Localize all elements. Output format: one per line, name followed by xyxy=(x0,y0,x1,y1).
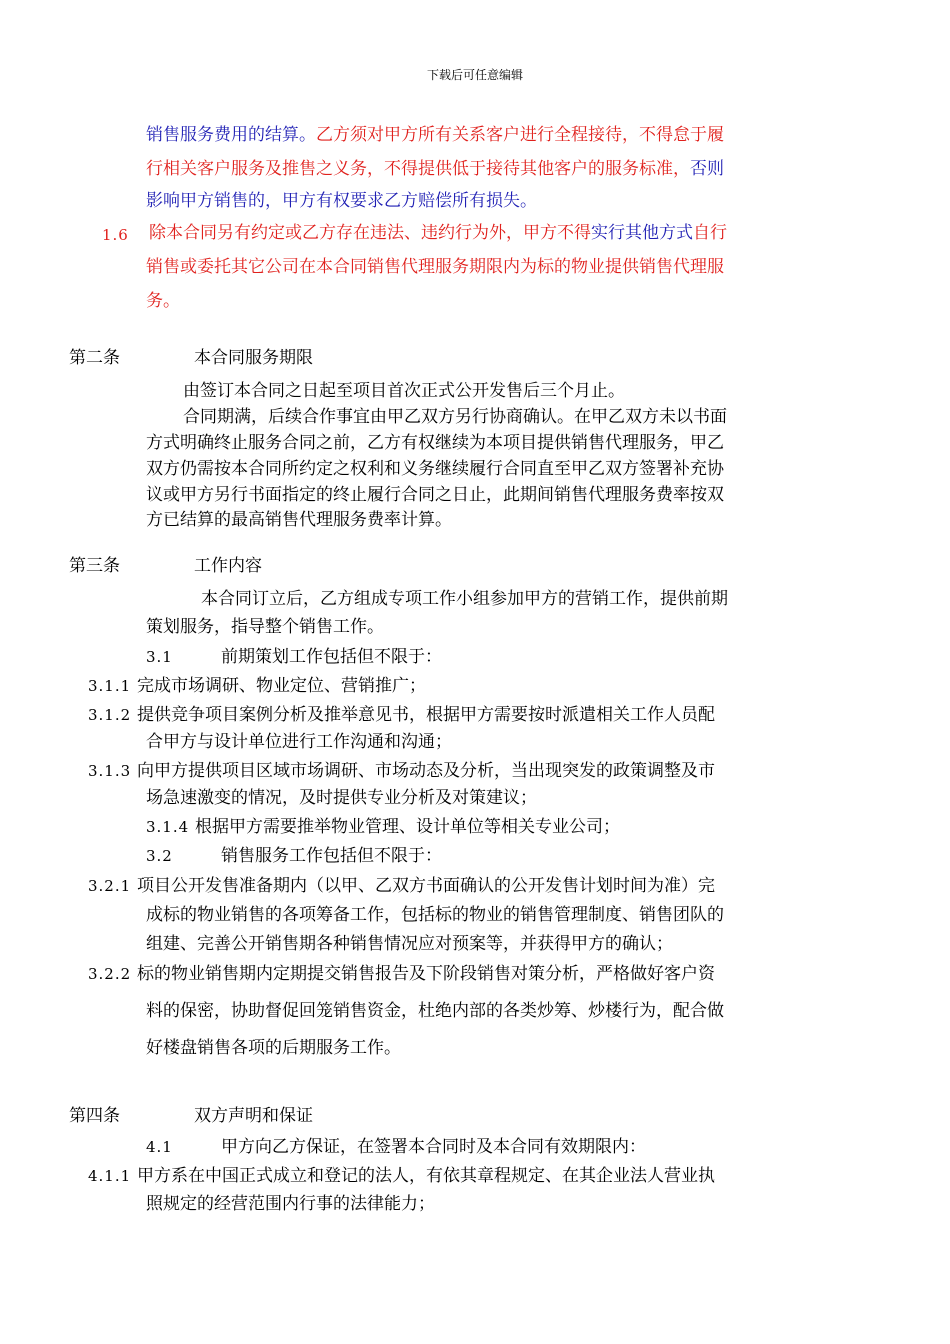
clause-1-6-line-1 xyxy=(149,223,727,243)
article-3-label: 第三条 xyxy=(69,556,120,576)
clause-3-1-1-text: 完成市场调研、物业定位、营销推广； xyxy=(137,676,426,696)
intro-line-2-red: 行相关客户服务及推售之义务，不得提供低于接待其他客户的服务标准， xyxy=(146,159,690,179)
clause-3-1-2-number: 3.1.2 xyxy=(88,706,132,724)
article-2-label: 第二条 xyxy=(69,348,120,368)
clause-4-1-1-line-2: 照规定的经营范围内行事的法律能力； xyxy=(146,1194,435,1214)
clause-3-2-1-line-1: 项目公开发售准备期内（以甲、乙双方书面确认的公开发售计划时间为准）完 xyxy=(137,876,715,896)
clause-4-1-number: 4.1 xyxy=(146,1138,173,1156)
intro-line-1-blue: 销售服务费用的结算。 xyxy=(146,125,316,145)
clause-3-2-number: 3.2 xyxy=(146,847,173,865)
article-3-intro-line-1: 本合同订立后，乙方组成专项工作小组参加甲方的营销工作，提供前期 xyxy=(201,589,728,609)
article-4-label: 第四条 xyxy=(69,1106,120,1126)
article-4-title: 双方声明和保证 xyxy=(194,1106,313,1126)
clause-1-6-line-3: 务。 xyxy=(146,291,180,311)
intro-line-1 xyxy=(146,125,724,145)
clause-3-2-1-line-2: 成标的物业销售的各项筹备工作，包括标的物业的销售管理制度、销售团队的 xyxy=(146,905,724,925)
clause-4-1-1-number: 4.1.1 xyxy=(88,1167,132,1185)
clause-3-2-2-number: 3.2.2 xyxy=(88,965,132,983)
clause-3-2-2-line-3: 好楼盘销售各项的后期服务工作。 xyxy=(146,1038,401,1058)
clause-3-2-2-line-1: 标的物业销售期内定期提交销售报告及下阶段销售对策分析，严格做好客户资 xyxy=(137,964,715,984)
article-3-title: 工作内容 xyxy=(194,556,262,576)
clause-1-6-line-1-b: 实行其他方式 xyxy=(591,223,693,243)
intro-line-3: 影响甲方销售的，甲方有权要求乙方赔偿所有损失。 xyxy=(146,191,537,211)
page-header-note: 下载后可任意编辑 xyxy=(426,68,523,82)
intro-line-2-blue: 否则 xyxy=(690,159,724,179)
article-3-intro-line-2: 策划服务，指导整个销售工作。 xyxy=(146,617,384,637)
article-2-line-1: 由签订本合同之日起至项目首次正式公开发售后三个月止。 xyxy=(183,381,625,401)
clause-1-6-line-2: 销售或委托其它公司在本合同销售代理服务期限内为标的物业提供销售代理服 xyxy=(146,257,724,277)
clause-3-1-3-line-1: 向甲方提供项目区域市场调研、市场动态及分析，当出现突发的政策调整及市 xyxy=(137,761,715,781)
article-2-line-2: 合同期满，后续合作事宜由甲乙双方另行协商确认。在甲乙双方未以书面 xyxy=(183,407,727,427)
clause-3-1-4-number: 3.1.4 xyxy=(146,818,190,836)
clause-4-1-1-line-1: 甲方系在中国正式成立和登记的法人，有依其章程规定、在其企业法人营业执 xyxy=(137,1166,715,1186)
clause-3-2-text: 销售服务工作包括但不限于： xyxy=(221,846,442,866)
clause-3-1-text: 前期策划工作包括但不限于： xyxy=(221,647,442,667)
clause-3-2-1-number: 3.2.1 xyxy=(88,877,132,895)
clause-1-6-line-1-c: 自行 xyxy=(693,223,727,243)
article-2-line-5: 议或甲方另行书面指定的终止履行合同之日止，此期间销售代理服务费率按双 xyxy=(146,485,724,505)
article-2-line-6: 方已结算的最高销售代理服务费率计算。 xyxy=(146,510,452,530)
clause-3-2-1-line-3: 组建、完善公开销售期各种销售情况应对预案等，并获得甲方的确认； xyxy=(146,934,673,954)
clause-4-1-text: 甲方向乙方保证，在签署本合同时及本合同有效期限内： xyxy=(221,1137,646,1157)
clause-1-6-number: 1.6 xyxy=(102,226,129,244)
intro-line-2 xyxy=(146,159,724,179)
clause-3-1-2-line-1: 提供竞争项目案例分析及推举意见书，根据甲方需要按时派遣相关工作人员配 xyxy=(137,705,715,725)
clause-3-1-3-line-2: 场急速激变的情况，及时提供专业分析及对策建议； xyxy=(146,788,537,808)
clause-3-1-1-number: 3.1.1 xyxy=(88,677,132,695)
article-2-title: 本合同服务期限 xyxy=(194,348,313,368)
clause-3-1-number: 3.1 xyxy=(146,648,173,666)
clause-3-1-3-number: 3.1.3 xyxy=(88,762,132,780)
clause-3-1-2-line-2: 合甲方与设计单位进行工作沟通和沟通； xyxy=(146,732,452,752)
intro-line-1-red: 乙方须对甲方所有关系客户进行全程接待，不得怠于履 xyxy=(316,125,724,145)
clause-3-2-2-line-2: 料的保密，协助督促回笼销售资金，杜绝内部的各类炒筹、炒楼行为，配合做 xyxy=(146,1001,724,1021)
clause-1-6-line-1-a: 除本合同另有约定或乙方存在违法、违约行为外，甲方不得 xyxy=(149,223,591,243)
article-2-line-4: 双方仍需按本合同所约定之权利和义务继续履行合同直至甲乙双方签署补充协 xyxy=(146,459,724,479)
clause-3-1-4-text: 根据甲方需要推举物业管理、设计单位等相关专业公司； xyxy=(195,817,620,837)
article-2-line-3: 方式明确终止服务合同之前，乙方有权继续为本项目提供销售代理服务，甲乙 xyxy=(146,433,724,453)
